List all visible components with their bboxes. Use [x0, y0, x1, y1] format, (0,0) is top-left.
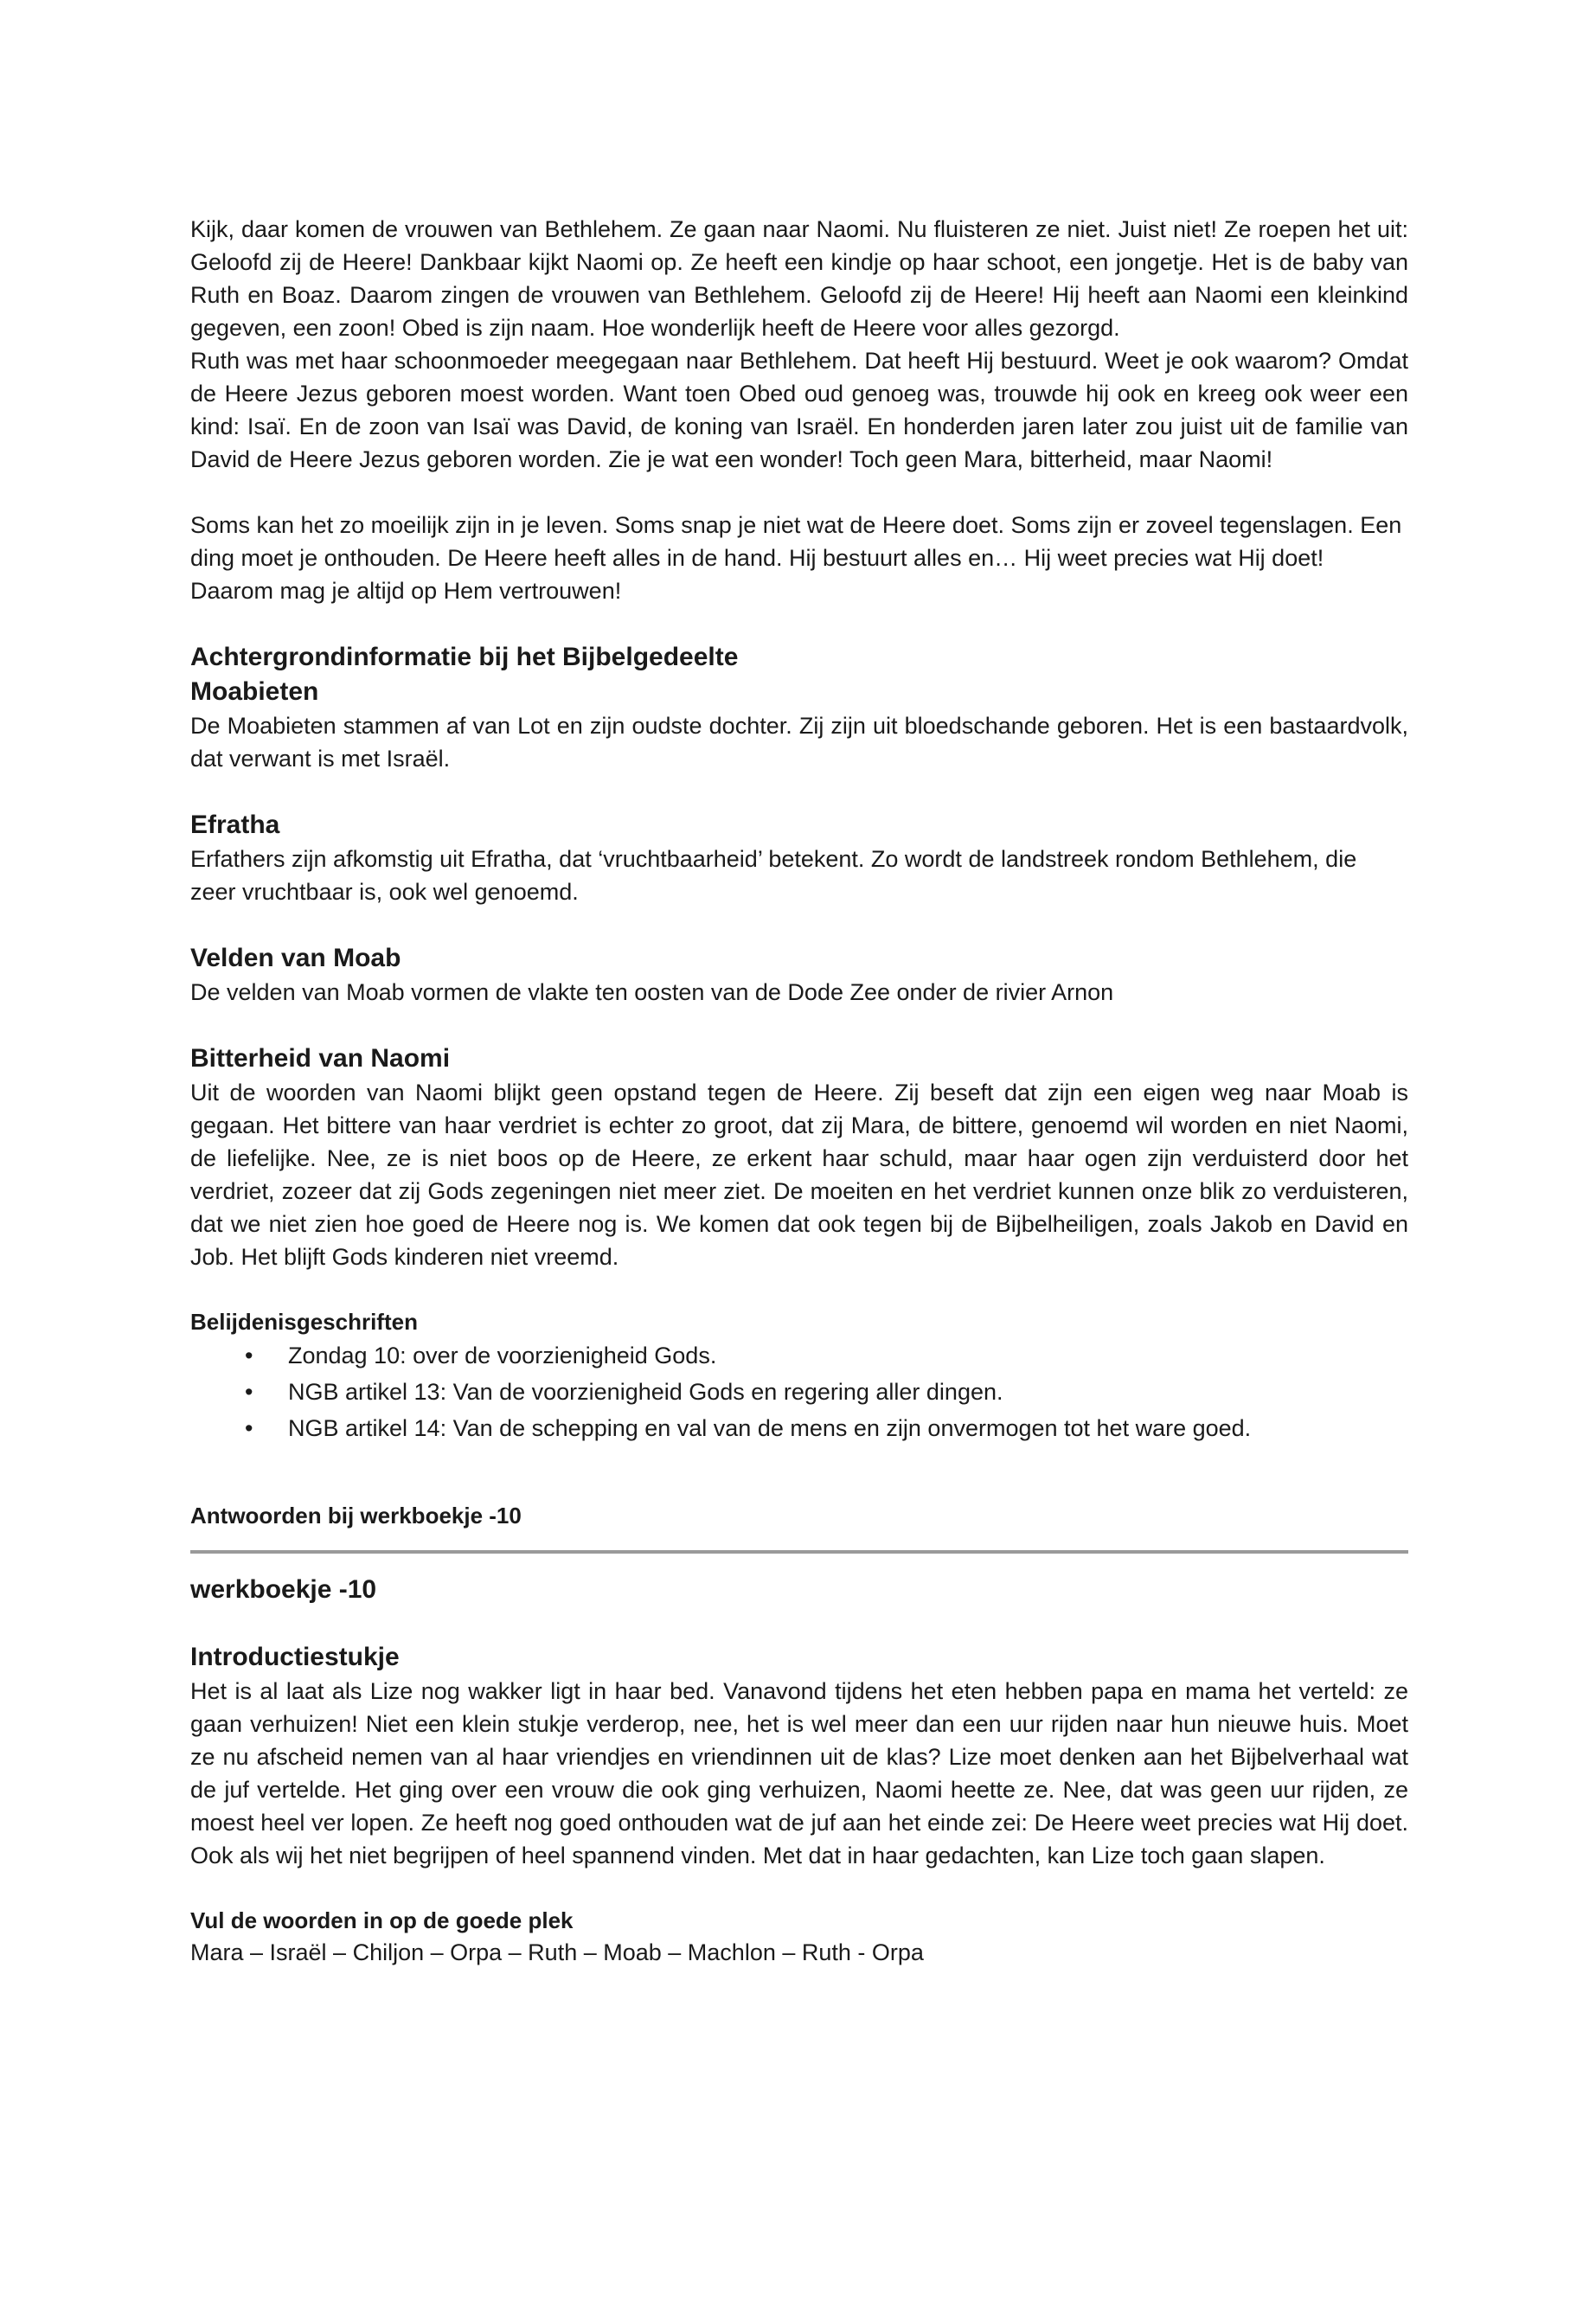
section-title-bitterheid: Bitterheid van Naomi [190, 1044, 451, 1073]
list-item [190, 1410, 1408, 1446]
document-page [190, 213, 1408, 1969]
horizontal-divider [190, 1550, 1408, 1554]
list-item-text: NGB artikel 14: Van de schepping en val van de mens en zijn onvermogen tot het ware goed. [288, 1415, 1252, 1441]
section-text-moabieten: De Moabieten stammen af van Lot en zijn oudste dochter. Zij zijn uit bloedschande geboren. Het is een bastaardvolk, dat verwant is met Israël. [190, 713, 1408, 772]
list-item-text: NGB artikel 13: Van de voorzienigheid Gods en regering aller dingen. [288, 1379, 1003, 1405]
section-title-moabieten: Moabieten [190, 677, 319, 706]
story-paragraph-2: Ruth was met haar schoonmoeder meegegaan naar Bethlehem. Dat heeft Hij bestuurd. Weet je ook waarom? Omdat de Heere Jezus geboren moest worden. Want toen Obed oud genoeg was, trouwde hij ook en kreeg ook weer een kind: Isaï. En de zoon van Isaï was David, de koning van Israël. En honderden jaren later zou juist uit de familie van David de Heere Jezus geboren worden. Zie je wat een wonder! Toch geen Mara, bitterheid, maar Naomi! [190, 348, 1408, 472]
list-item [190, 1337, 1408, 1374]
confessions-list [190, 1337, 1408, 1446]
bullet-icon: • [245, 1415, 253, 1441]
bullet-icon: • [245, 1379, 253, 1405]
confessions-heading: Belijdenisgeschriften [190, 1309, 418, 1335]
fill-in-heading: Vul de woorden in op de goede plek [190, 1907, 574, 1933]
intro-heading: Introductiestukje [190, 1643, 400, 1671]
section-text-efratha: Erfathers zijn afkomstig uit Efratha, dat ‘vruchtbaarheid’ betekent. Zo wordt de landstreek rondom Bethlehem, die zeer vruchtbaar is, ook wel genoemd. [190, 846, 1357, 905]
background-heading: Achtergrondinformatie bij het Bijbelgedeelte [190, 643, 739, 671]
section-title-efratha: Efratha [190, 811, 280, 839]
section-title-velden-van-moab: Velden van Moab [190, 944, 401, 972]
bullet-icon: • [245, 1343, 253, 1368]
fill-in-words: Mara – Israël – Chiljon – Orpa – Ruth – Moab – Machlon – Ruth - Orpa [190, 1939, 924, 1965]
story-paragraph-3: Soms kan het zo moeilijk zijn in je leven. Soms snap je niet wat de Heere doet. Soms zijn er zoveel tegenslagen. Een ding moet je onthouden. De Heere heeft alles in de hand. Hij bestuurt alles en… Hij weet precies wat Hij doet! Daarom mag je altijd op Hem vertrouwen! [190, 512, 1402, 604]
section-text-bitterheid: Uit de woorden van Naomi blijkt geen opstand tegen de Heere. Zij beseft dat zijn een eigen weg naar Moab is gegaan. Het bittere van haar verdriet is echter zo groot, dat zij Mara, de bittere, genoemd wil worden en niet Naomi, de liefelijke. Nee, ze is niet boos op de Heere, ze erkent haar schuld, maar haar ogen zijn verduisterd door het verdriet, zozeer dat zij Gods zegeningen niet meer ziet. De moeiten en het verdriet kunnen onze blik zo verduisteren, dat we niet zien hoe goed de Heere nog is. We komen dat ook tegen bij de Bijbelheiligen, zoals Jakob en David en Job. Het blijft Gods kinderen niet vreemd. [190, 1080, 1408, 1270]
workbook-title: werkboekje -10 [190, 1575, 377, 1604]
list-item-text: Zondag 10: over de voorzienigheid Gods. [288, 1343, 717, 1368]
intro-text: Het is al laat als Lize nog wakker ligt in haar bed. Vanavond tijdens het eten hebben papa en mama het verteld: ze gaan verhuizen! Niet een klein stukje verderop, nee, het is wel meer dan een uur rijden naar hun nieuwe huis. Moet ze nu afscheid nemen van al haar vriendjes en vriendinnen uit de klas? Lize moet denken aan het Bijbelverhaal wat de juf vertelde. Het ging over een vrouw die ook ging verhuizen, Naomi heette ze. Nee, dat was geen uur rijden, ze moest heel ver lopen. Ze heeft nog goed onthouden wat de juf aan het einde zei: De Heere weet precies wat Hij doet. Ook als wij het niet begrijpen of heel spannend vinden. Met dat in haar gedachten, kan Lize toch gaan slapen. [190, 1678, 1408, 1868]
section-text-velden-van-moab: De velden van Moab vormen de vlakte ten oosten van de Dode Zee onder de rivier Arnon [190, 979, 1114, 1005]
list-item [190, 1374, 1408, 1410]
story-paragraph-1: Kijk, daar komen de vrouwen van Bethlehem. Ze gaan naar Naomi. Nu fluisteren ze niet. Juist niet! Ze roepen het uit: Geloofd zij de Heere! Dankbaar kijkt Naomi op. Ze heeft een kindje op haar schoot, een jongetje. Het is de baby van Ruth en Boaz. Daarom zingen de vrouwen van Bethlehem. Geloofd zij de Heere! Hij heeft aan Naomi een kleinkind gegeven, een zoon! Obed is zijn naam. Hoe wonderlijk heeft de Heere voor alles gezorgd. [190, 216, 1408, 341]
answers-heading: Antwoorden bij werkboekje -10 [190, 1503, 522, 1529]
